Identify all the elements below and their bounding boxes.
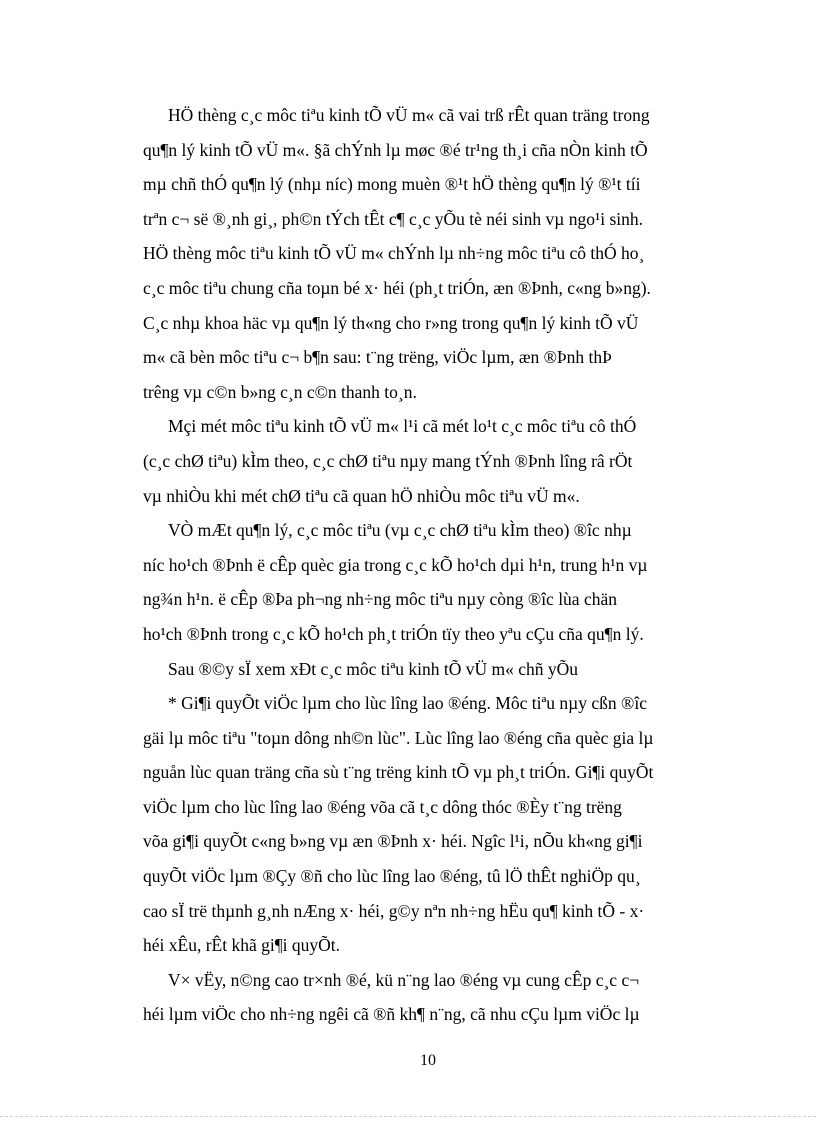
paragraph-line: m« cã bèn môc tiªu c¬ b¶n sau: t¨ng trëng, viÖc lµm, æn ®Þnh thÞ [143,347,612,368]
paragraph-line: VÒ mÆt qu¶n lý, c¸c môc tiªu (vµ c¸c chØ tiªu kÌm theo) ®îc nhµ [168,520,632,541]
paragraph-line: Mçi mét môc tiªu kinh tÕ vÜ m« l¹i cã mét lo¹t c¸c môc tiªu cô thÓ [168,416,637,437]
page-number: 10 [420,1052,436,1069]
paragraph-line: qu¶n lý kinh tÕ vÜ m«. §ã chÝnh lµ møc ®é tr¹ng th¸i cña nÒn kinh tÕ [143,139,648,160]
paragraph-line: trªn c¬ së ®¸nh gi¸, ph©n tÝch tÊt c¶ c¸c yÕu tè néi sinh vµ ngo¹i sinh. [143,208,644,229]
paragraph-line: vµ nhiÒu khi mét chØ tiªu cã quan hÖ nhiÒu môc tiªu vÜ m«. [143,485,580,506]
paragraph-line: V× vËy, n©ng cao tr×nh ®é, kü n¨ng lao ®éng vµ cung cÊp c¸c c¬ [168,969,640,990]
paragraph-line: C¸c nhµ khoa häc vµ qu¶n lý th«ng cho r»ng trong qu¶n lý kinh tÕ vÜ [143,312,639,333]
paragraph-line: * Gi¶i quyÕt viÖc lµm cho lùc lîng lao ®éng. Môc tiªu nµy cßn ®îc [168,693,647,714]
page-edge-divider [0,1116,816,1117]
paragraph-line: viÖc lµm cho lùc lîng lao ®éng võa cã t¸c dông thóc ®Èy t¨ng trëng [143,796,622,817]
paragraph-line: HÖ thèng môc tiªu kinh tÕ vÜ m« chÝnh lµ nh÷ng môc tiªu cô thÓ ho¸ [143,243,645,264]
paragraph-line: mµ chñ thÓ qu¶n lý (nhµ níc) mong muèn ®¹t hÖ thèng qu¶n lý ®¹t tíi [143,174,641,195]
paragraph-line: héi lµm viÖc cho nh÷ng ngêi cã ®ñ kh¶ n¨ng, cã nhu cÇu lµm viÖc lµ [143,1004,640,1025]
paragraph-line: nguån lùc quan träng cña sù t¨ng trëng kinh tÕ vµ ph¸t triÓn. Gi¶i quyÕt [143,762,654,783]
paragraph-line: cao sÏ trë thµnh g¸nh nÆng x· héi, g©y nªn nh÷ng hËu qu¶ kinh tÕ - x· [143,900,645,921]
paragraph-line: c¸c môc tiªu chung cña toµn bé x· héi (ph¸t triÓn, æn ®Þnh, c«ng b»ng). [143,277,651,298]
paragraph-line: trêng vµ c©n b»ng c¸n c©n thanh to¸n. [143,381,417,402]
paragraph-line: Sau ®©y sÏ xem xÐt c¸c môc tiªu kinh tÕ vÜ m« chñ yÕu [168,658,579,679]
paragraph-line: (c¸c chØ tiªu) kÌm theo, c¸c chØ tiªu nµy mang tÝnh ®Þnh lîng râ rÖt [143,450,633,471]
paragraph-line: gäi lµ môc tiªu "toµn dông nh©n lùc". Lùc lîng lao ®éng cña quèc gia lµ [143,727,654,748]
paragraph-line: héi xÊu, rÊt khã gi¶i quyÕt. [143,935,340,956]
paragraph-line: quyÕt viÖc lµm ®Çy ®ñ cho lùc lîng lao ®éng, tû lÖ thÊt nghiÖp qu¸ [143,866,641,887]
paragraph-line: níc ho¹ch ®Þnh ë cÊp quèc gia trong c¸c kÕ ho¹ch dµi h¹n, trung h¹n vµ [143,554,648,575]
body-text [143,98,699,1032]
paragraph-line: võa gi¶i quyÕt c«ng b»ng vµ æn ®Þnh x· héi. Ngîc l¹i, nÕu kh«ng gi¶i [143,831,643,852]
paragraph-line: ho¹ch ®Þnh trong c¸c kÕ ho¹ch ph¸t triÓn tïy theo yªu cÇu cña qu¶n lý. [143,623,644,644]
paragraph-line: ng¾n h¹n. ë cÊp ®Þa ph¬ng nh÷ng môc tiªu nµy còng ®îc lùa chän [143,589,617,610]
paragraph-line: HÖ thèng c¸c môc tiªu kinh tÕ vÜ m« cã vai trß rÊt quan träng trong [168,105,650,125]
